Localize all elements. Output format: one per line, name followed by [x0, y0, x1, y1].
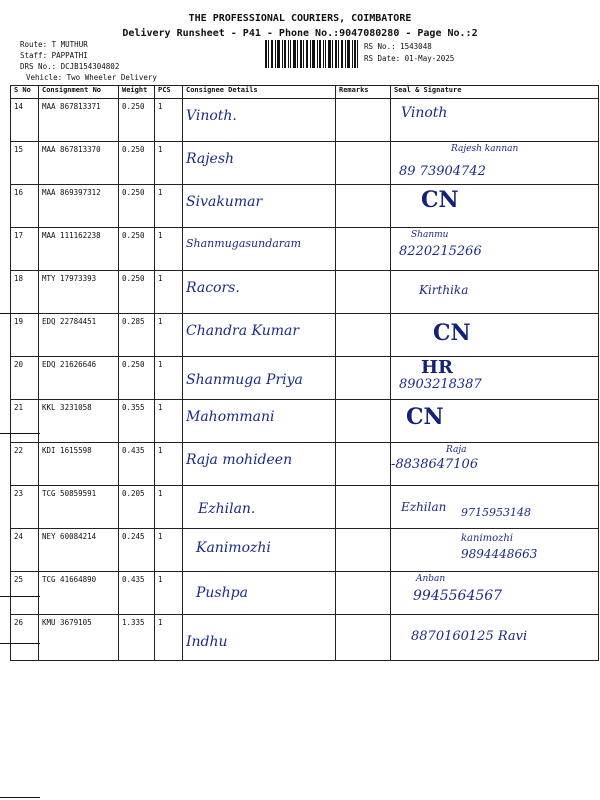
consignee-handwriting: Sivakumar	[186, 194, 263, 210]
pcs-cell: 1	[155, 486, 183, 529]
pcs-cell: 1	[155, 142, 183, 185]
signature-cell	[391, 314, 599, 357]
signature-name-handwriting: Raja	[446, 445, 467, 455]
weight-cell: 0.250	[119, 99, 155, 142]
weight-cell: 0.250	[119, 142, 155, 185]
consignee-handwriting: Rajesh	[186, 151, 235, 167]
consignee-cell	[183, 529, 336, 572]
signature-phone-handwriting: -8838647106	[391, 457, 479, 472]
column-header-remarks: Remarks	[336, 86, 391, 99]
remarks-cell	[336, 142, 391, 185]
consignment-cell: MAA 869397312	[39, 185, 119, 228]
consignment-cell: KDI 1615598	[39, 443, 119, 486]
table-row	[11, 443, 599, 486]
margin-mark	[0, 596, 40, 597]
consignee-cell	[183, 228, 336, 271]
weight-cell: 0.250	[119, 271, 155, 314]
consignee-handwriting: Vinoth.	[186, 108, 237, 124]
consignee-handwriting: Raja mohideen	[186, 452, 293, 468]
pcs-cell: 1	[155, 314, 183, 357]
table-row	[11, 529, 599, 572]
table-row	[11, 572, 599, 615]
weight-cell: 0.250	[119, 357, 155, 400]
sno-cell: 16	[11, 185, 39, 228]
remarks-cell	[336, 314, 391, 357]
rs-number: RS No.: 1543048	[364, 42, 432, 51]
sno-cell: 20	[11, 357, 39, 400]
sno-cell: 21	[11, 400, 39, 443]
column-header-pcs: PCS	[155, 86, 183, 99]
signature-initials: CN	[433, 320, 471, 346]
signature-initials: CN	[421, 187, 459, 213]
signature-phone-handwriting: 9715953148	[461, 506, 531, 519]
runsheet-table	[10, 85, 599, 661]
table-row	[11, 271, 599, 314]
column-header-seal: Seal & Signature	[391, 86, 599, 99]
column-header-consignment: Consignment No	[39, 86, 119, 99]
consignee-handwriting: Chandra Kumar	[186, 323, 300, 339]
table-row	[11, 615, 599, 661]
signature-initials: HR	[421, 357, 453, 378]
consignment-cell: MTY 17973393	[39, 271, 119, 314]
drs-number: DRS No.: DCJB154304802	[20, 62, 120, 71]
signature-name-handwriting: Rajesh kannan	[451, 144, 519, 154]
sno-cell: 17	[11, 228, 39, 271]
route-label: Route: T MUTHUR	[20, 40, 88, 49]
signature-cell	[391, 615, 599, 661]
weight-cell: 0.435	[119, 443, 155, 486]
sno-cell: 23	[11, 486, 39, 529]
remarks-cell	[336, 185, 391, 228]
table-row	[11, 486, 599, 529]
signature-initials: CN	[406, 404, 444, 430]
signature-handwriting: kanimozhi	[461, 533, 514, 544]
remarks-cell	[336, 529, 391, 572]
signature-cell	[391, 228, 599, 271]
consignee-cell	[183, 357, 336, 400]
signature-cell	[391, 357, 599, 400]
signature-cell	[391, 486, 599, 529]
sno-cell: 18	[11, 271, 39, 314]
signature-phone-handwriting: 9945564567	[413, 588, 503, 604]
signature-cell	[391, 443, 599, 486]
table-row	[11, 99, 599, 142]
consignment-cell: EDQ 21626646	[39, 357, 119, 400]
weight-cell: 0.250	[119, 228, 155, 271]
table-row	[11, 228, 599, 271]
staff-label: Staff: PAPPATHI	[20, 51, 88, 60]
consignee-cell	[183, 314, 336, 357]
consignee-handwriting: Kanimozhi	[196, 540, 271, 556]
consignee-cell	[183, 486, 336, 529]
consignment-cell: MAA 867813371	[39, 99, 119, 142]
signature-handwriting: Kirthika	[419, 283, 469, 297]
vehicle-label: Vehicle: Two Wheeler Delivery	[26, 73, 157, 82]
document-title: THE PROFESSIONAL COURIERS, COIMBATORE	[188, 13, 412, 24]
sno-cell: 25	[11, 572, 39, 615]
signature-phone-handwriting: 8220215266	[399, 244, 482, 259]
consignment-cell: MAA 867813370	[39, 142, 119, 185]
consignment-cell: EDQ 22784451	[39, 314, 119, 357]
rs-date: RS Date: 01-May-2025	[364, 54, 455, 63]
pcs-cell: 1	[155, 99, 183, 142]
consignee-cell	[183, 572, 336, 615]
consignee-cell	[183, 142, 336, 185]
signature-cell	[391, 99, 599, 142]
sno-cell: 26	[11, 615, 39, 661]
consignment-cell: NEY 60084214	[39, 529, 119, 572]
signature-handwriting: Ezhilan	[401, 500, 447, 514]
remarks-cell	[336, 486, 391, 529]
pcs-cell: 1	[155, 529, 183, 572]
weight-cell: 0.250	[119, 185, 155, 228]
consignee-handwriting: Racors.	[186, 280, 240, 296]
weight-cell: 0.285	[119, 314, 155, 357]
consignment-cell: KMU 3679105	[39, 615, 119, 661]
signature-phone-handwriting: 89 73904742	[399, 164, 486, 179]
consignee-handwriting: Shanmuga Priya	[186, 372, 303, 388]
remarks-cell	[336, 572, 391, 615]
margin-mark	[0, 313, 40, 314]
consignment-cell: MAA 111162238	[39, 228, 119, 271]
consignee-handwriting: Ezhilan.	[198, 501, 256, 517]
consignee-handwriting: Pushpa	[196, 585, 248, 601]
signature-cell	[391, 529, 599, 572]
consignee-cell	[183, 615, 336, 661]
remarks-cell	[336, 615, 391, 661]
consignee-handwriting: Indhu	[186, 634, 228, 650]
table-row	[11, 314, 599, 357]
weight-cell: 0.245	[119, 529, 155, 572]
sno-cell: 15	[11, 142, 39, 185]
sno-cell: 14	[11, 99, 39, 142]
consignee-cell	[183, 400, 336, 443]
remarks-cell	[336, 271, 391, 314]
consignment-cell: TCG 50859591	[39, 486, 119, 529]
margin-mark	[0, 643, 40, 644]
pcs-cell: 1	[155, 271, 183, 314]
signature-cell	[391, 185, 599, 228]
pcs-cell: 1	[155, 357, 183, 400]
remarks-cell	[336, 400, 391, 443]
consignee-cell	[183, 99, 336, 142]
pcs-cell: 1	[155, 572, 183, 615]
weight-cell: 0.355	[119, 400, 155, 443]
weight-cell: 0.205	[119, 486, 155, 529]
remarks-cell	[336, 443, 391, 486]
consignment-cell: KKL 3231058	[39, 400, 119, 443]
sno-cell: 22	[11, 443, 39, 486]
pcs-cell: 1	[155, 228, 183, 271]
column-header-consignee: Consignee Details	[183, 86, 336, 99]
signature-handwriting: Vinoth	[401, 105, 448, 121]
pcs-cell: 1	[155, 400, 183, 443]
margin-mark	[0, 433, 40, 434]
signature-cell	[391, 572, 599, 615]
consignee-cell	[183, 185, 336, 228]
remarks-cell	[336, 228, 391, 271]
consignee-cell	[183, 443, 336, 486]
barcode-image	[265, 40, 358, 68]
consignment-cell: TCG 41664890	[39, 572, 119, 615]
column-header-weight: Weight	[119, 86, 155, 99]
table-header-row	[11, 86, 599, 99]
remarks-cell	[336, 357, 391, 400]
pcs-cell: 1	[155, 615, 183, 661]
table-row	[11, 185, 599, 228]
sno-cell: 24	[11, 529, 39, 572]
pcs-cell: 1	[155, 185, 183, 228]
remarks-cell	[336, 99, 391, 142]
weight-cell: 1.335	[119, 615, 155, 661]
margin-mark	[0, 797, 40, 798]
weight-cell: 0.435	[119, 572, 155, 615]
consignee-handwriting: Shanmugasundaram	[186, 237, 302, 250]
signature-name-handwriting: Anban	[416, 574, 446, 584]
signature-cell	[391, 271, 599, 314]
consignee-cell	[183, 271, 336, 314]
signature-name-handwriting: Shanmu	[411, 230, 449, 240]
signature-cell	[391, 400, 599, 443]
signature-phone-handwriting: 8903218387	[399, 377, 482, 392]
signature-phone-handwriting: 9894448663	[461, 547, 538, 561]
table-row	[11, 357, 599, 400]
signature-handwriting: 8870160125 Ravi	[411, 629, 528, 644]
table-row	[11, 142, 599, 185]
signature-cell	[391, 142, 599, 185]
document-subtitle: Delivery Runsheet - P41 - Phone No.:9047080280 - Page No.:2	[122, 28, 478, 39]
sno-cell: 19	[11, 314, 39, 357]
table-row	[11, 400, 599, 443]
pcs-cell: 1	[155, 443, 183, 486]
consignee-handwriting: Mahommani	[186, 409, 275, 425]
column-header-sno: S No	[11, 86, 39, 99]
